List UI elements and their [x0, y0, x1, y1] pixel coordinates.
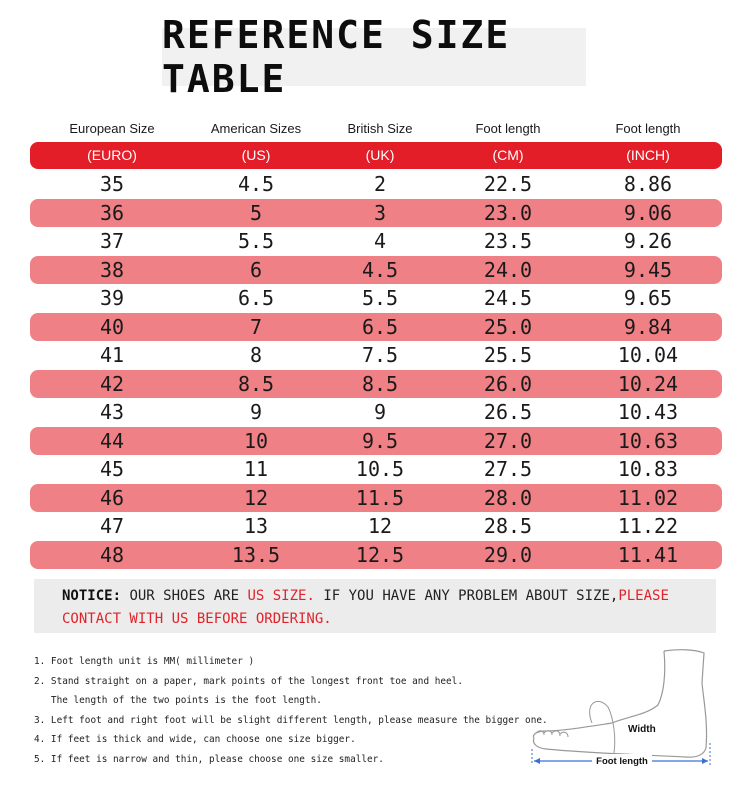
cell-uk: 2 — [373, 172, 387, 197]
cell-uk: 3 — [373, 200, 387, 225]
cell-uk: 10.5 — [355, 457, 405, 482]
cell-uk: 8.5 — [361, 371, 399, 396]
cell-cm: 28.0 — [483, 485, 533, 510]
cell-uk: 12 — [367, 514, 393, 539]
notice-text-2: IF YOU HAVE ANY PROBLEM ABOUT SIZE, — [314, 588, 619, 604]
cell-inch: 11.02 — [617, 485, 679, 510]
cell-cm: 25.0 — [483, 314, 533, 339]
cell-us: 4.5 — [237, 172, 275, 197]
cell-euro: 40 — [99, 314, 125, 339]
cell-us: 5.5 — [237, 229, 275, 254]
cell-us: 13 — [243, 514, 269, 539]
unit-inch: (INCH) — [626, 147, 670, 163]
unit-us: (US) — [241, 147, 271, 163]
cell-euro: 47 — [99, 514, 125, 539]
cell-inch: 9.06 — [623, 200, 673, 225]
unit-header-bar — [30, 142, 722, 169]
cell-uk: 12.5 — [355, 542, 405, 567]
notice-line-2: CONTACT WITH US BEFORE ORDERING. — [62, 611, 332, 627]
cell-inch: 11.22 — [617, 514, 679, 539]
table-row — [30, 512, 722, 541]
cell-inch: 9.84 — [623, 314, 673, 339]
table-row — [30, 455, 722, 484]
table-row — [30, 199, 722, 228]
note-5: 5. If feet is narrow and thin, please choose one size smaller. — [34, 753, 384, 765]
note-2-continued: The length of the two points is the foot length. — [34, 695, 322, 706]
cell-euro: 41 — [99, 343, 125, 368]
cell-cm: 23.5 — [483, 229, 533, 254]
notice-highlight-us-size: US SIZE. — [247, 588, 315, 604]
cell-cm: 27.5 — [483, 457, 533, 482]
notice-line-1 — [62, 585, 706, 608]
cell-cm: 26.0 — [483, 371, 533, 396]
column-header-cm: Foot length — [475, 121, 541, 136]
cell-inch: 9.65 — [623, 286, 673, 311]
table-row — [30, 398, 722, 427]
cell-us: 6 — [249, 257, 263, 282]
cell-euro: 38 — [99, 257, 125, 282]
cell-inch: 11.41 — [617, 542, 679, 567]
notice-text-1: OUR SHOES ARE — [121, 588, 248, 604]
table-row — [30, 170, 722, 199]
cell-cm: 25.5 — [483, 343, 533, 368]
note-4: 4. If feet is thick and wide, can choose one size bigger. — [34, 734, 356, 745]
table-row — [30, 341, 722, 370]
notice-highlight-please: PLEASE — [618, 588, 669, 604]
size-table-body — [30, 170, 722, 569]
cell-us: 8 — [249, 343, 263, 368]
column-header-inch: Foot length — [615, 121, 681, 136]
cell-uk: 9.5 — [361, 428, 399, 453]
cell-inch: 9.45 — [623, 257, 673, 282]
cell-euro: 39 — [99, 286, 125, 311]
cell-inch: 8.86 — [623, 172, 673, 197]
column-headers — [30, 121, 722, 139]
foot-length-label: Foot length — [596, 756, 648, 767]
table-row — [30, 256, 722, 285]
cell-euro: 46 — [99, 485, 125, 510]
cell-euro: 36 — [99, 200, 125, 225]
cell-cm: 27.0 — [483, 428, 533, 453]
column-header-euro: European Size — [69, 121, 155, 136]
cell-us: 7 — [249, 314, 263, 339]
cell-uk: 4.5 — [361, 257, 399, 282]
table-row — [30, 284, 722, 313]
cell-cm: 26.5 — [483, 400, 533, 425]
unit-cm: (CM) — [492, 147, 524, 163]
cell-euro: 44 — [99, 428, 125, 453]
cell-inch: 10.63 — [617, 428, 679, 453]
cell-us: 11 — [243, 457, 269, 482]
cell-cm: 24.0 — [483, 257, 533, 282]
cell-us: 9 — [249, 400, 263, 425]
cell-cm: 29.0 — [483, 542, 533, 567]
cell-cm: 24.5 — [483, 286, 533, 311]
cell-euro: 48 — [99, 542, 125, 567]
measurement-notes — [34, 652, 548, 769]
note-2: 2. Stand straight on a paper, mark points of the longest front toe and heel. — [34, 675, 463, 687]
table-row — [30, 370, 722, 399]
cell-uk: 6.5 — [361, 314, 399, 339]
cell-us: 5 — [249, 200, 263, 225]
cell-us: 10 — [243, 428, 269, 453]
table-row — [30, 541, 722, 570]
cell-cm: 28.5 — [483, 514, 533, 539]
note-1: 1. Foot length unit is MM( millimeter ) — [34, 656, 255, 667]
cell-euro: 42 — [99, 371, 125, 396]
column-header-uk: British Size — [347, 121, 413, 136]
cell-uk: 11.5 — [355, 485, 405, 510]
table-row — [30, 484, 722, 513]
notice-label: NOTICE: — [62, 588, 122, 604]
cell-inch: 9.26 — [623, 229, 673, 254]
notice-box — [34, 579, 716, 633]
cell-us: 12 — [243, 485, 269, 510]
cell-cm: 23.0 — [483, 200, 533, 225]
cell-euro: 45 — [99, 457, 125, 482]
cell-uk: 9 — [373, 400, 387, 425]
unit-euro: (EURO) — [87, 147, 137, 163]
cell-euro: 37 — [99, 229, 125, 254]
unit-uk: (UK) — [365, 147, 395, 163]
width-label: Width — [628, 724, 656, 735]
column-header-us: American Sizes — [210, 121, 302, 136]
cell-uk: 4 — [373, 229, 387, 254]
table-row — [30, 227, 722, 256]
table-row — [30, 427, 722, 456]
cell-euro: 43 — [99, 400, 125, 425]
cell-us: 13.5 — [231, 542, 281, 567]
cell-inch: 10.24 — [617, 371, 679, 396]
table-row — [30, 313, 722, 342]
cell-cm: 22.5 — [483, 172, 533, 197]
cell-euro: 35 — [99, 172, 125, 197]
note-3: 3. Left foot and right foot will be slight different length, please measure the bigger one. — [34, 714, 548, 726]
cell-us: 6.5 — [237, 286, 275, 311]
cell-inch: 10.04 — [617, 343, 679, 368]
foot-measurement-illustration — [526, 643, 724, 773]
cell-uk: 7.5 — [361, 343, 399, 368]
cell-us: 8.5 — [237, 371, 275, 396]
cell-inch: 10.83 — [617, 457, 679, 482]
cell-inch: 10.43 — [617, 400, 679, 425]
title-banner — [162, 13, 586, 101]
page-title: REFERENCE SIZE TABLE — [162, 13, 511, 101]
cell-uk: 5.5 — [361, 286, 399, 311]
